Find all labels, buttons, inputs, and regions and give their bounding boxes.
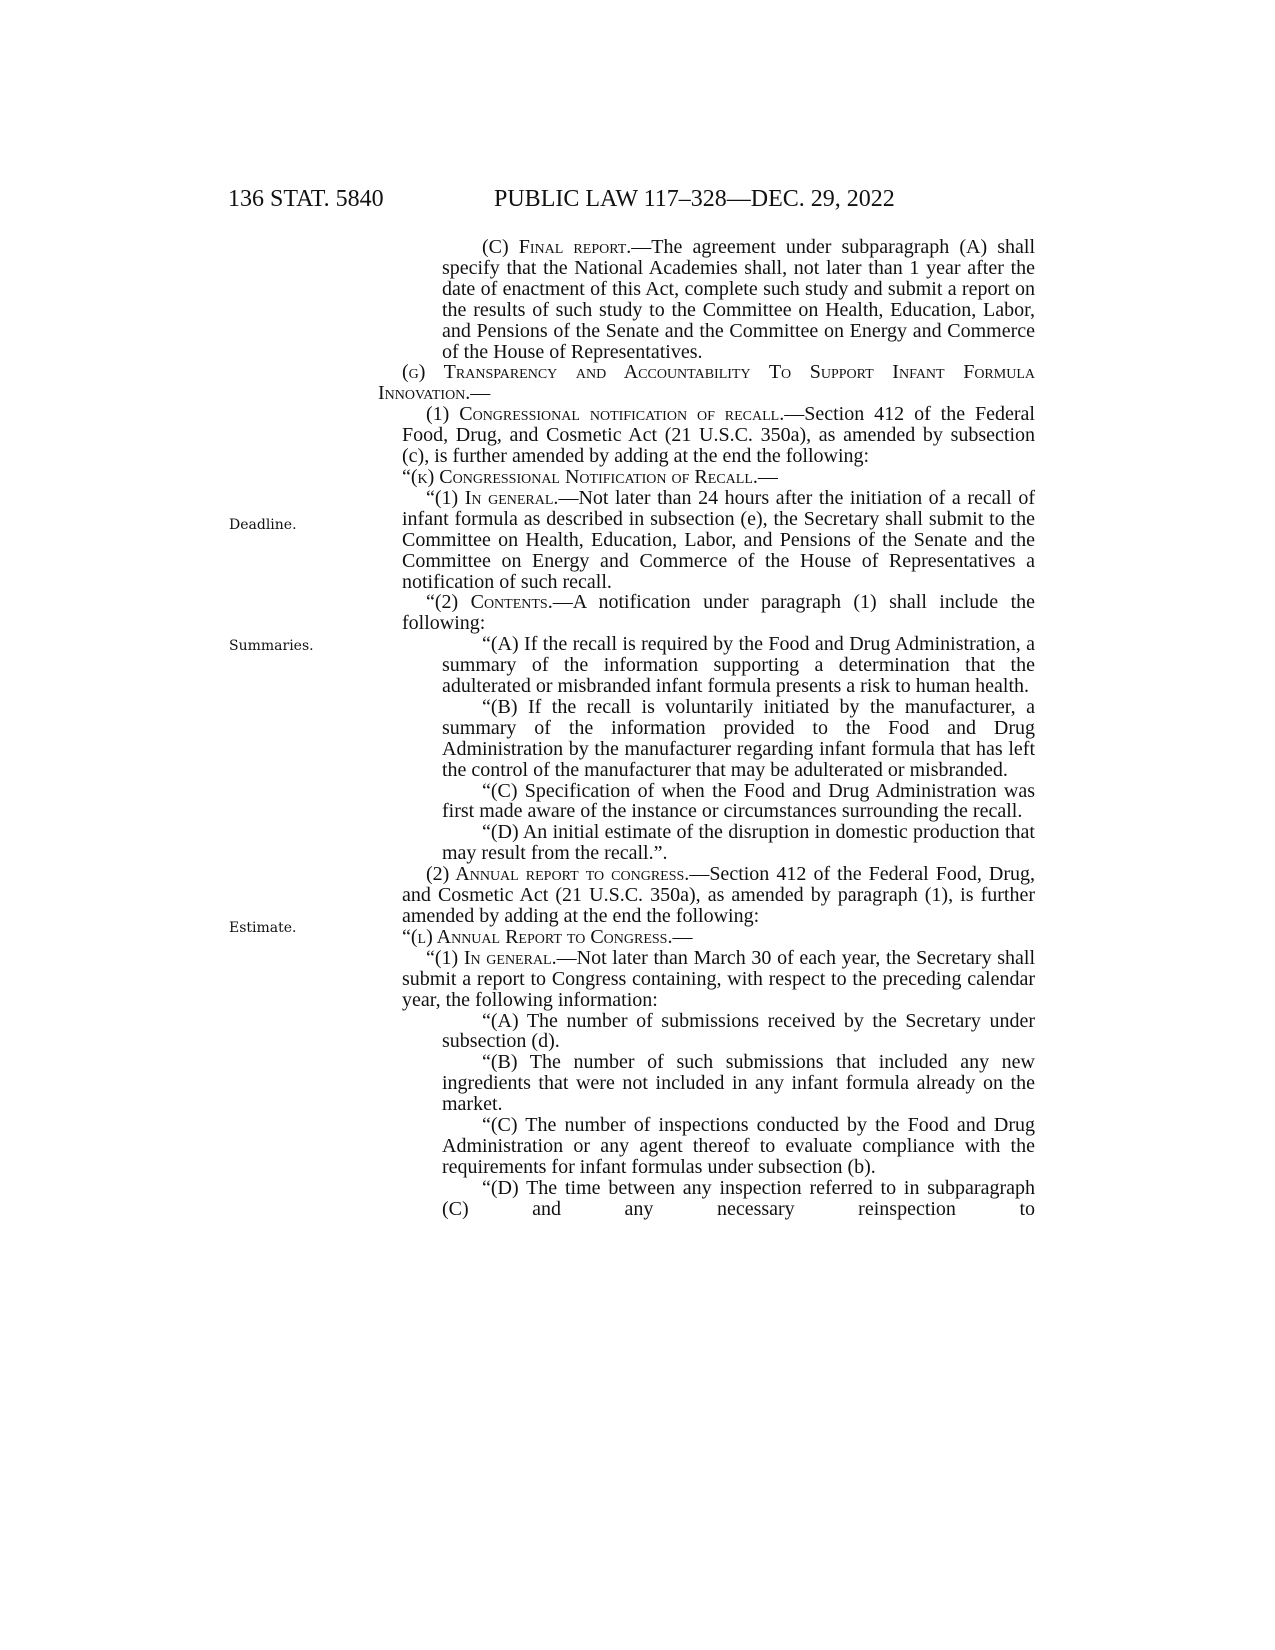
document-body [378, 237, 1035, 1220]
paragraph-1-notification: (1) Congressional notification of recall.—Section 412 of the Federal Food, Drug, and Cosmetic Act (21 U.S.C. 350a), as amended by subsection (c), is further amended by adding at the end the following: [402, 403, 1035, 468]
margin-note-deadline: Deadline. [229, 517, 297, 533]
margin-note-estimate: Estimate. [229, 920, 297, 936]
paragraph-k2d: “(D) An initial estimate of the disruption in domestic production that may result from the recall.”. [442, 821, 1035, 865]
law-title: PUBLIC LAW 117–328—DEC. 29, 2022 [494, 186, 895, 212]
paragraph-2-annual-report: (2) Annual report to congress.—Section 412 of the Federal Food, Drug, and Cosmetic Act (21 U.S.C. 350a), as amended by paragraph (1), is further amended by adding at the end the following: [402, 863, 1036, 927]
paragraph-l-heading: “(l) Annual Report to Congress.— [402, 925, 693, 948]
paragraph-k2b: “(B) If the recall is voluntarily initiated by the manufacturer, a summary of the information provided to the Food and Drug Administration by the manufacturer regarding infant formula that has left the control of the manufacturer that may be adulterated or misbranded. [442, 695, 1035, 781]
paragraph-k1-in-general: “(1) In general.—Not later than 24 hours after the initiation of a recall of infant formula as described in subsection (e), the Secretary shall submit to the Committee on Health, Education, Labor, and Pensions of the Senate and the Committee on Energy and Commerce of the House of Representatives a notification of such recall. [402, 486, 1035, 593]
paragraph-k2a: “(A) If the recall is required by the Food and Drug Administration, a summary of the information supporting a determination that the adulterated or misbranded infant formula presents a risk to human health. [442, 633, 1035, 698]
page-header [228, 186, 1033, 218]
paragraph-l1a: “(A) The number of submissions received by the Secretary under subsection (d). [442, 1009, 1035, 1053]
paragraph-g-heading: (g) Transparency and Accountability To Support Infant Formula Innovation.— [378, 361, 1035, 405]
paragraph-l1b: “(B) The number of such submissions that included any new ingredients that were not included in any infant formula already on the market. [442, 1051, 1035, 1116]
paragraph-l1c: “(C) The number of inspections conducted by the Food and Drug Administration or any agent thereof to evaluate compliance with the requirements for infant formulas under subsection (b). [442, 1114, 1035, 1178]
paragraph-k-heading: “(k) Congressional Notification of Recall.— [402, 465, 778, 488]
paragraph-l1-in-general: “(1) In general.—Not later than March 30 of each year, the Secretary shall submit a report to Congress containing, with respect to the preceding calendar year, the following information: [402, 946, 1036, 1011]
stat-citation: 136 STAT. 5840 [228, 186, 384, 212]
margin-note-summaries: Summaries. [229, 638, 314, 654]
paragraph-k2-contents: “(2) Contents.—A notification under paragraph (1) shall include the following: [402, 591, 1035, 635]
paragraph-k2c: “(C) Specification of when the Food and Drug Administration was first made aware of the instance or circumstances surrounding the recall. [442, 779, 1035, 823]
paragraph-l1d: “(D) The time between any inspection referred to in subparagraph (C) and any necessary reinspection to [442, 1176, 1035, 1220]
paragraph-c-final-report: (C) Final report.—The agreement under subparagraph (A) shall specify that the National Academies shall, not later than 1 year after the date of enactment of this Act, complete such study and submit a report on the results of such study to the Committee on Health, Education, Labor, and Pensions of the Senate and the Committee on Energy and Commerce of the House of Representatives. [442, 236, 1036, 363]
